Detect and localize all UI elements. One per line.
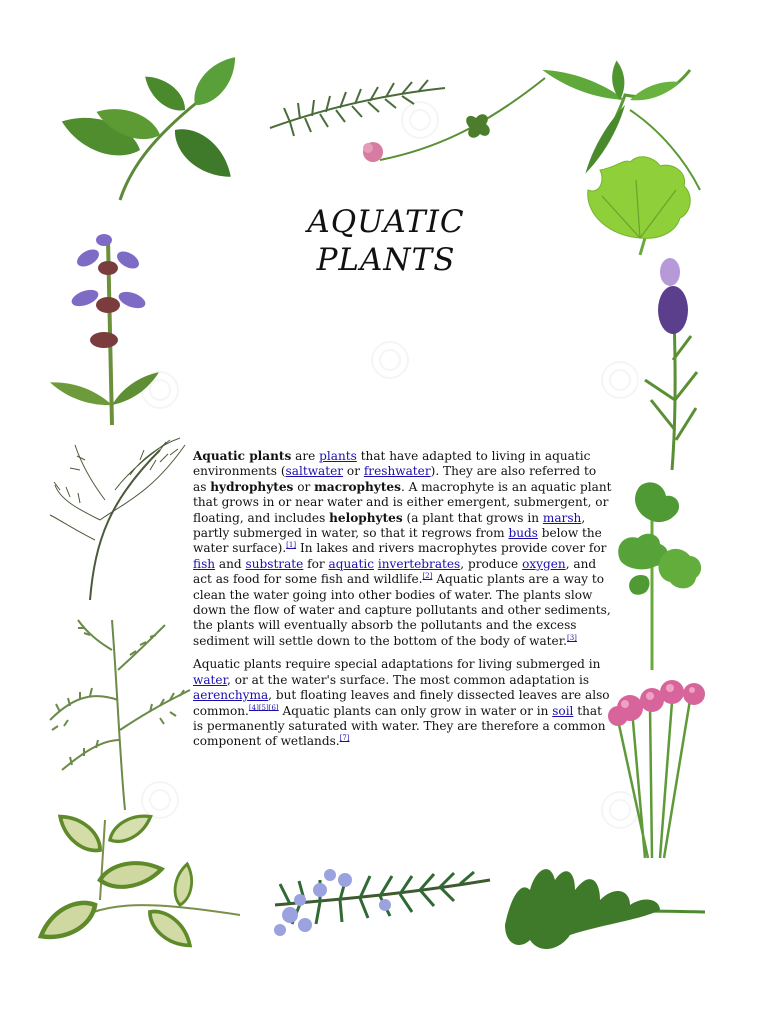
link-soil[interactable]: soil — [552, 703, 574, 718]
citation-5[interactable]: [5] — [258, 703, 269, 712]
link-marsh[interactable]: marsh — [542, 510, 582, 525]
link-freshwater[interactable]: freshwater — [363, 464, 431, 479]
citation-6[interactable]: [6] — [268, 703, 279, 712]
rosemary-flower-icon — [274, 869, 490, 936]
link-aerenchyma[interactable]: aerenchyma — [193, 688, 269, 703]
link-aquatic[interactable]: aquatic — [328, 556, 374, 571]
page-title — [270, 203, 502, 279]
parsley-icon — [618, 482, 701, 670]
yarrow-icon — [50, 620, 190, 810]
chive-flowers-icon — [608, 680, 705, 858]
link-water[interactable]: water — [193, 672, 228, 687]
variegated-mint-icon — [35, 809, 240, 953]
link-oxygen[interactable]: oxygen — [522, 556, 566, 571]
link-substrate[interactable]: substrate — [245, 556, 304, 571]
link-fish[interactable]: fish — [193, 556, 216, 571]
grape-leaf-icon — [588, 157, 690, 255]
link-buds[interactable]: buds — [508, 526, 538, 541]
page-title-line1: AQUATIC — [307, 204, 465, 240]
citation-3[interactable]: [3] — [567, 633, 577, 642]
article-body — [193, 449, 613, 758]
link-saltwater[interactable]: saltwater — [285, 464, 344, 479]
rosemary-sprig-icon — [270, 80, 445, 136]
salvia-flower-icon — [48, 234, 163, 425]
citation-7[interactable]: [7] — [339, 734, 350, 743]
mint-leaves-icon — [56, 49, 244, 200]
link-invertebrates[interactable]: invertebrates — [377, 556, 461, 571]
term-macrophytes: macrophytes — [314, 479, 401, 494]
paragraph-2: Aquatic plants require special adaptations for living submerged in water, or at the water's surface. The most common adaptation is aerenchyma, but floating leaves and finely dissected leaves are also common.[4][5][6] Aquatic plants can only grow in water or in soil that is permanently saturated with water. They are therefore a common component of wetlands.[7] — [193, 657, 610, 749]
citation-1[interactable]: [1] — [286, 541, 297, 550]
citation-4[interactable]: [4] — [248, 703, 259, 712]
paragraph-1: Aquatic plants are plants that have adapted to living in aquatic environments (saltwater or freshwater). They are also referred to as hydrophytes or macrophytes. A macrophyte is an aquatic plant that grows in or near water and is either emergent, submergent, or floating, and includes helophytes (a plant that grows in marsh, partly submerged in water, so that it regrows from buds below the water surface).[1] In lakes and rivers macrophytes provide cover for fish and substrate for aquatic invertebrates, produce oxygen, and act as food for some fish and wildlife.[2] Aquatic plants are a way to clean the water going into other bodies of water. The plants slow down the flow of water and capture pollutants and other sediments, the plants will eventually absorb the pollutants and the excess sediment will settle down to the bottom of the body of water.[3] — [193, 449, 612, 648]
term-aquatic-plants: Aquatic plants — [193, 449, 292, 463]
lavender-icon — [645, 258, 697, 470]
term-hydrophytes: hydrophytes — [210, 479, 294, 494]
fennel-icon — [50, 438, 185, 600]
page-title-line2: PLANTS — [316, 242, 456, 278]
link-plants[interactable]: plants — [319, 449, 357, 463]
arugula-leaf-icon — [505, 869, 705, 949]
citation-2[interactable]: [2] — [422, 572, 433, 581]
term-helophytes: helophytes — [329, 510, 403, 525]
